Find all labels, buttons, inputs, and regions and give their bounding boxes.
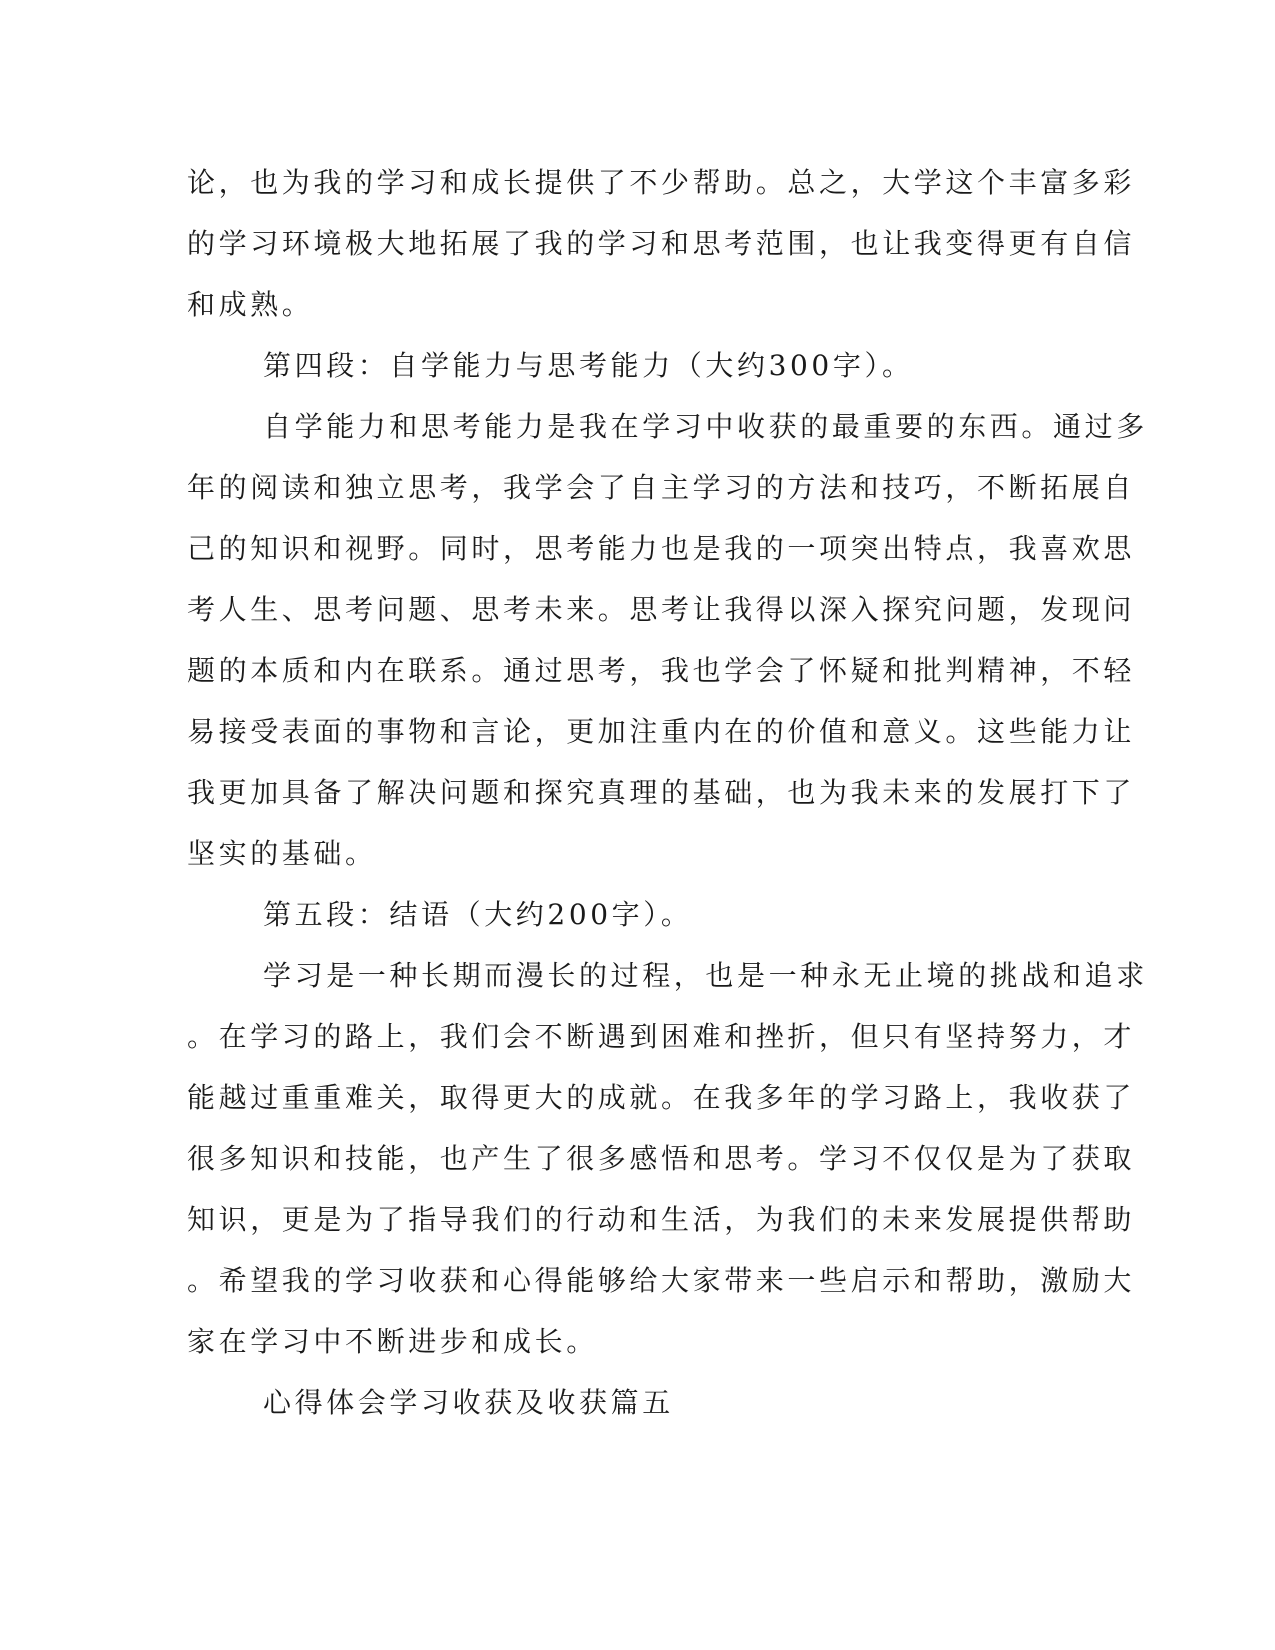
- text-line: 的学习环境极大地拓展了我的学习和思考范围，也让我变得更有自信: [187, 227, 1136, 260]
- text-line: 很多知识和技能，也产生了很多感悟和思考。学习不仅仅是为了获取: [187, 1142, 1136, 1175]
- text-line: 题的本质和内在联系。通过思考，我也学会了怀疑和批判精神，不轻: [187, 654, 1136, 687]
- section-heading: 第四段：自学能力与思考能力（大约300字）。: [263, 349, 914, 382]
- text-line: 年的阅读和独立思考，我学会了自主学习的方法和技巧，不断拓展自: [187, 471, 1136, 504]
- section-title: 心得体会学习收获及收获篇五: [263, 1386, 674, 1419]
- paragraph-first-line: 学习是一种长期而漫长的过程，也是一种永无止境的挑战和追求: [263, 959, 1148, 992]
- text-line: 和成熟。: [187, 288, 314, 321]
- document-body: [187, 163, 1148, 1444]
- text-line: 坚实的基础。: [187, 837, 377, 870]
- text-line: 己的知识和视野。同时，思考能力也是我的一项突出特点，我喜欢思: [187, 532, 1136, 565]
- text-line: 知识，更是为了指导我们的行动和生活，为我们的未来发展提供帮助: [187, 1203, 1136, 1236]
- text-line: 。希望我的学习收获和心得能够给大家带来一些启示和帮助，激励大: [187, 1264, 1136, 1297]
- text-line: 。在学习的路上，我们会不断遇到困难和挫折，但只有坚持努力，才: [187, 1020, 1136, 1053]
- text-line: 能越过重重难关，取得更大的成就。在我多年的学习路上，我收获了: [187, 1081, 1136, 1114]
- paragraph-first-line: 自学能力和思考能力是我在学习中收获的最重要的东西。通过多: [263, 410, 1148, 443]
- text-line: 考人生、思考问题、思考未来。思考让我得以深入探究问题，发现问: [187, 593, 1136, 626]
- text-line: 家在学习中不断进步和成长。: [187, 1325, 598, 1358]
- text-line: 论，也为我的学习和成长提供了不少帮助。总之，大学这个丰富多彩: [187, 166, 1136, 199]
- text-line: 我更加具备了解决问题和探究真理的基础，也为我未来的发展打下了: [187, 776, 1136, 809]
- text-line: 易接受表面的事物和言论，更加注重内在的价值和意义。这些能力让: [187, 715, 1136, 748]
- section-heading: 第五段：结语（大约200字）。: [263, 898, 693, 931]
